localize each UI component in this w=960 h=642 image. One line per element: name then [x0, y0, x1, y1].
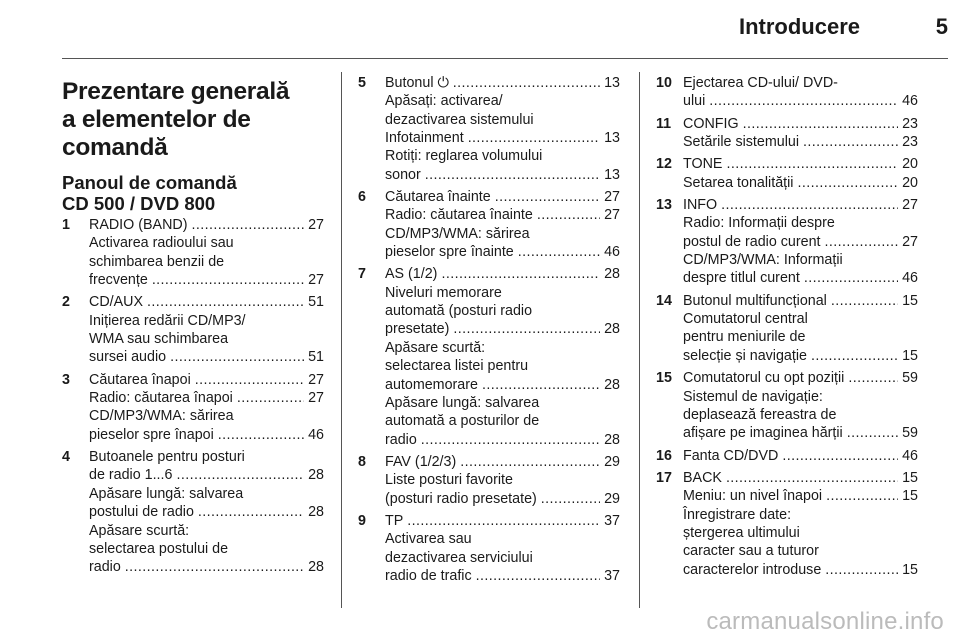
dot-leader [425, 166, 600, 184]
entry-line [683, 347, 918, 365]
entry-line [89, 293, 324, 311]
toc-entry [358, 265, 620, 448]
entry-text: Radio: căutarea înapoi [89, 390, 233, 407]
entry-line [683, 447, 918, 465]
entry-text: Căutarea înapoi [89, 371, 191, 388]
page-reference: 27 [308, 371, 324, 388]
entry-line [385, 412, 620, 430]
entry-number: 15 [656, 370, 672, 387]
entry-line [385, 188, 620, 206]
entry-line [385, 530, 620, 548]
page-reference: 46 [902, 270, 918, 287]
dot-leader [218, 426, 304, 444]
entry-text: TP [385, 512, 404, 529]
entry-line [683, 74, 918, 92]
entry-line [385, 376, 620, 394]
entry-text: schimbarea benzii de [89, 253, 225, 270]
toc-entry [358, 453, 620, 508]
dot-leader [441, 265, 600, 283]
entry-line [683, 133, 918, 151]
entry-line [385, 453, 620, 471]
page-reference: 28 [308, 559, 324, 576]
entry-line [385, 284, 620, 302]
entry-line [385, 166, 620, 184]
entry-number: 9 [358, 512, 366, 529]
entry-line [683, 214, 918, 232]
entry-text: Rotiți: reglarea volumului [385, 148, 543, 165]
dot-leader [453, 320, 600, 338]
entry-text: pieselor spre înapoi [89, 426, 214, 443]
entry-line [683, 328, 918, 346]
entry-text: Fanta CD/DVD [683, 447, 779, 464]
entry-list [358, 74, 620, 585]
dot-leader [468, 129, 600, 147]
entry-line [385, 243, 620, 261]
page-reference: 15 [902, 347, 918, 364]
page-reference: 28 [604, 431, 620, 448]
dot-leader [125, 558, 304, 576]
entry-line [683, 251, 918, 269]
page-reference: 51 [308, 294, 324, 311]
entry-number: 3 [62, 371, 70, 388]
entry-text: ului [683, 93, 706, 110]
entry-text: RADIO (BAND) [89, 217, 188, 233]
page-reference: 51 [308, 349, 324, 366]
page-reference: 27 [308, 217, 324, 233]
entry-line [89, 271, 324, 289]
entry-text: CD/MP3/WMA: Informații [683, 252, 843, 269]
entry-text: Activarea radioului sau [89, 235, 234, 252]
entry-text: ștergerea ultimului [683, 524, 800, 541]
toc-entry [358, 188, 620, 261]
entry-line [683, 92, 918, 110]
entry-number: 10 [656, 75, 672, 91]
page-reference: 13 [604, 166, 620, 183]
entry-number: 4 [62, 449, 70, 466]
entry-list [656, 74, 918, 579]
page-reference: 59 [902, 425, 918, 442]
page-reference: 23 [902, 115, 918, 132]
entry-text: postului de radio [89, 504, 194, 521]
page-reference: 29 [604, 453, 620, 470]
footer-watermark: carmanualsonline.info [706, 608, 944, 635]
entry-line [385, 394, 620, 412]
entry-text: Butonul ⏻ [385, 75, 449, 91]
dot-leader [848, 369, 898, 387]
entry-line [683, 269, 918, 287]
dot-leader [782, 447, 898, 465]
entry-number: 12 [656, 156, 672, 173]
entry-text: TONE [683, 156, 723, 173]
toc-entry [656, 196, 918, 288]
entry-text: de radio 1...6 [89, 467, 173, 484]
dot-leader [811, 347, 898, 365]
dot-leader [237, 389, 304, 407]
entry-line [683, 561, 918, 579]
toc-entry [656, 369, 918, 442]
page-reference: 27 [308, 390, 324, 407]
toc-entry [358, 512, 620, 585]
page-reference: 27 [604, 207, 620, 224]
entry-text: Comutatorul cu opt poziții [683, 370, 845, 387]
dot-leader [152, 271, 304, 289]
entry-line [385, 431, 620, 449]
dot-leader [726, 469, 898, 487]
entry-line [683, 542, 918, 560]
entry-line [89, 426, 324, 444]
entry-text: caracterelor introduse [683, 561, 822, 578]
entry-text: sursei audio [89, 349, 167, 366]
entry-text: radio [89, 559, 121, 576]
entry-text: WMA sau schimbarea [89, 331, 229, 348]
entry-line [385, 92, 620, 110]
dot-leader [847, 424, 898, 442]
entry-line [385, 339, 620, 357]
dot-leader [147, 293, 304, 311]
entry-text: Ejectarea CD-ului/ DVD- [683, 75, 838, 91]
entry-text: Activarea sau [385, 531, 472, 548]
page-reference: 28 [604, 321, 620, 338]
entry-line [89, 448, 324, 466]
dot-leader [518, 243, 600, 261]
entry-line [683, 487, 918, 505]
entry-line [385, 129, 620, 147]
page-reference: 28 [604, 266, 620, 283]
page-header [62, 14, 948, 50]
entry-text: CD/AUX [89, 294, 144, 311]
entry-text: Apăsați: activarea/ [385, 93, 503, 110]
page-reference: 15 [902, 561, 918, 578]
entry-text: afișare pe imaginea hărții [683, 425, 843, 442]
dot-leader [825, 561, 898, 579]
entry-number: 11 [656, 115, 672, 132]
entry-text: radio [385, 431, 417, 448]
entry-text: automată a posturilor de [385, 413, 540, 430]
page-reference: 13 [604, 130, 620, 147]
entry-number: 6 [358, 189, 366, 206]
entry-line [385, 302, 620, 320]
entry-text: Comutatorul central [683, 311, 808, 328]
dot-leader [176, 466, 304, 484]
entry-text: selectarea listei pentru [385, 358, 529, 375]
entry-text: Butoanele pentru posturi [89, 449, 245, 466]
toc-entry [656, 469, 918, 579]
entry-text: postul de radio curent [683, 233, 821, 250]
entry-line [89, 466, 324, 484]
toc-entry [62, 293, 324, 366]
page-reference: 13 [604, 75, 620, 91]
page-reference: 27 [902, 197, 918, 214]
entry-number: 1 [62, 217, 70, 233]
entry-text: Înregistrare date: [683, 506, 792, 523]
page-reference: 20 [902, 156, 918, 173]
entry-text: dezactivarea sistemului [385, 111, 534, 128]
entry-list [62, 216, 324, 577]
dot-leader [541, 490, 600, 508]
entry-line [683, 174, 918, 192]
entry-text: frecvențe [89, 272, 148, 289]
page-reference: 15 [902, 488, 918, 505]
entry-line [385, 357, 620, 375]
page-reference: 28 [308, 504, 324, 521]
entry-text: CD/MP3/WMA: sărirea [385, 225, 530, 242]
entry-text: Infotainment [385, 130, 464, 147]
entry-line [683, 388, 918, 406]
entry-text: caracter sau a tuturor [683, 543, 819, 560]
entry-line [385, 549, 620, 567]
entry-line [683, 292, 918, 310]
entry-line [385, 147, 620, 165]
page-reference: 37 [604, 567, 620, 584]
entry-text: deplasează fereastra de [683, 406, 837, 423]
dot-leader [826, 487, 898, 505]
dot-leader [482, 376, 600, 394]
dot-leader [407, 512, 600, 530]
entry-text: Apăsare lungă: salvarea [385, 394, 540, 411]
entry-line [89, 348, 324, 366]
entry-text: selecție și navigație [683, 347, 807, 364]
toc-entry [656, 155, 918, 192]
entry-text: Apăsare scurtă: [89, 522, 190, 539]
entry-line [89, 522, 324, 540]
dot-leader [726, 155, 898, 173]
entry-text: Apăsare lungă: salvarea [89, 485, 244, 502]
entry-line [385, 512, 620, 530]
entry-text: Niveluri memorare [385, 284, 502, 301]
page-reference: 37 [604, 512, 620, 529]
header-title: Introducere [738, 14, 860, 39]
dot-leader [804, 269, 898, 287]
entry-text: Radio: căutarea înainte [385, 207, 533, 224]
entry-number: 14 [656, 292, 672, 309]
dot-leader [825, 233, 899, 251]
section-title: Prezentare generală a elementelor de comandă [62, 78, 290, 161]
column-1 [62, 74, 324, 581]
entry-number: 5 [358, 75, 366, 91]
dot-leader [421, 431, 600, 449]
entry-text: AS (1/2) [385, 266, 438, 283]
entry-text: Setările sistemului [683, 134, 800, 151]
entry-text: Setarea tonalității [683, 174, 794, 191]
entry-text: selectarea postului de [89, 540, 229, 557]
page-reference: 15 [902, 469, 918, 486]
entry-text: automată (posturi radio [385, 303, 533, 320]
entry-line [385, 320, 620, 338]
entry-number: 7 [358, 266, 366, 283]
entry-text: pieselor spre înainte [385, 244, 514, 261]
entry-number: 13 [656, 197, 672, 214]
dot-leader [495, 188, 600, 206]
entry-line [385, 225, 620, 243]
entry-line [89, 216, 324, 234]
toc-entry [358, 74, 620, 184]
entry-line [683, 424, 918, 442]
page-reference: 27 [308, 272, 324, 289]
entry-text: Căutarea înainte [385, 189, 491, 206]
entry-line [683, 155, 918, 173]
entry-text: CD/MP3/WMA: sărirea [89, 408, 234, 425]
entry-line [89, 389, 324, 407]
entry-number: 2 [62, 294, 70, 311]
dot-leader [476, 567, 600, 585]
entry-line [683, 115, 918, 133]
dot-leader [192, 216, 305, 234]
dot-leader [797, 174, 898, 192]
entry-text: despre titlul curent [683, 270, 800, 287]
entry-text: FAV (1/2/3) [385, 453, 457, 470]
dot-leader [537, 206, 600, 224]
dot-leader [453, 74, 600, 92]
entry-line [683, 369, 918, 387]
entry-line [385, 111, 620, 129]
entry-text: pentru meniurile de [683, 329, 806, 346]
entry-text: presetate) [385, 321, 450, 338]
entry-line [89, 503, 324, 521]
entry-line [89, 234, 324, 252]
page-reference: 59 [902, 370, 918, 387]
column-divider [341, 72, 342, 608]
dot-leader [460, 453, 600, 471]
entry-text: dezactivarea serviciului [385, 549, 533, 566]
dot-leader [803, 133, 898, 151]
entry-text: Liste posturi favorite [385, 472, 513, 489]
entry-line [89, 407, 324, 425]
entry-line [683, 233, 918, 251]
entry-number: 16 [656, 447, 672, 464]
page-reference: 28 [604, 376, 620, 393]
entry-line [385, 265, 620, 283]
entry-text: Apăsare scurtă: [385, 339, 486, 356]
entry-line [385, 490, 620, 508]
entry-text: Butonul multifuncțional [683, 292, 827, 309]
column-divider [639, 72, 640, 608]
dot-leader [198, 503, 304, 521]
dot-leader [709, 92, 898, 110]
toc-entry [62, 216, 324, 289]
entry-line [683, 524, 918, 542]
entry-line [89, 330, 324, 348]
column-3 [656, 74, 918, 583]
entry-line [385, 74, 620, 92]
entry-line [683, 310, 918, 328]
entry-line [683, 469, 918, 487]
page-reference: 20 [902, 174, 918, 191]
entry-line [683, 406, 918, 424]
header-rule [62, 58, 948, 59]
toc-entry [656, 74, 918, 111]
column-2 [358, 74, 620, 589]
entry-text: Inițierea redării CD/MP3/ [89, 312, 246, 329]
entry-text: BACK [683, 469, 722, 486]
toc-entry [656, 447, 918, 465]
entry-line [385, 567, 620, 585]
entry-text: automemorare [385, 376, 478, 393]
entry-line [89, 253, 324, 271]
dot-leader [721, 196, 898, 214]
entry-line [385, 471, 620, 489]
toc-entry [656, 292, 918, 365]
page-reference: 46 [902, 93, 918, 110]
dot-leader [195, 371, 304, 389]
toc-entry [62, 371, 324, 444]
entry-text: (posturi radio presetate) [385, 490, 537, 507]
entry-line [89, 540, 324, 558]
entry-text: CONFIG [683, 115, 739, 132]
page-reference: 29 [604, 490, 620, 507]
entry-line [385, 206, 620, 224]
entry-text: Radio: Informații despre [683, 215, 835, 232]
entry-line [89, 558, 324, 576]
entry-line [683, 196, 918, 214]
entry-line [89, 485, 324, 503]
entry-text: Sistemul de navigație: [683, 388, 823, 405]
page-reference: 23 [902, 134, 918, 151]
entry-text: sonor [385, 166, 421, 183]
page-number: 5 [935, 14, 948, 39]
entry-text: Meniu: un nivel înapoi [683, 488, 823, 505]
page-reference: 27 [604, 189, 620, 206]
entry-line [89, 312, 324, 330]
entry-line [89, 371, 324, 389]
entry-number: 17 [656, 469, 672, 486]
toc-entry [62, 448, 324, 576]
dot-leader [831, 292, 898, 310]
page-reference: 28 [308, 467, 324, 484]
page-reference: 46 [308, 426, 324, 443]
dot-leader [743, 115, 898, 133]
entry-text: radio de trafic [385, 567, 472, 584]
entry-text: INFO [683, 197, 718, 214]
dot-leader [170, 348, 304, 366]
entry-number: 8 [358, 453, 366, 470]
toc-entry [656, 115, 918, 152]
section-subtitle: Panoul de comandă CD 500 / DVD 800 [62, 172, 237, 214]
page-reference: 46 [604, 244, 620, 261]
page-reference: 15 [902, 292, 918, 309]
page-reference: 27 [902, 233, 918, 250]
entry-line [683, 506, 918, 524]
page-reference: 46 [902, 447, 918, 464]
